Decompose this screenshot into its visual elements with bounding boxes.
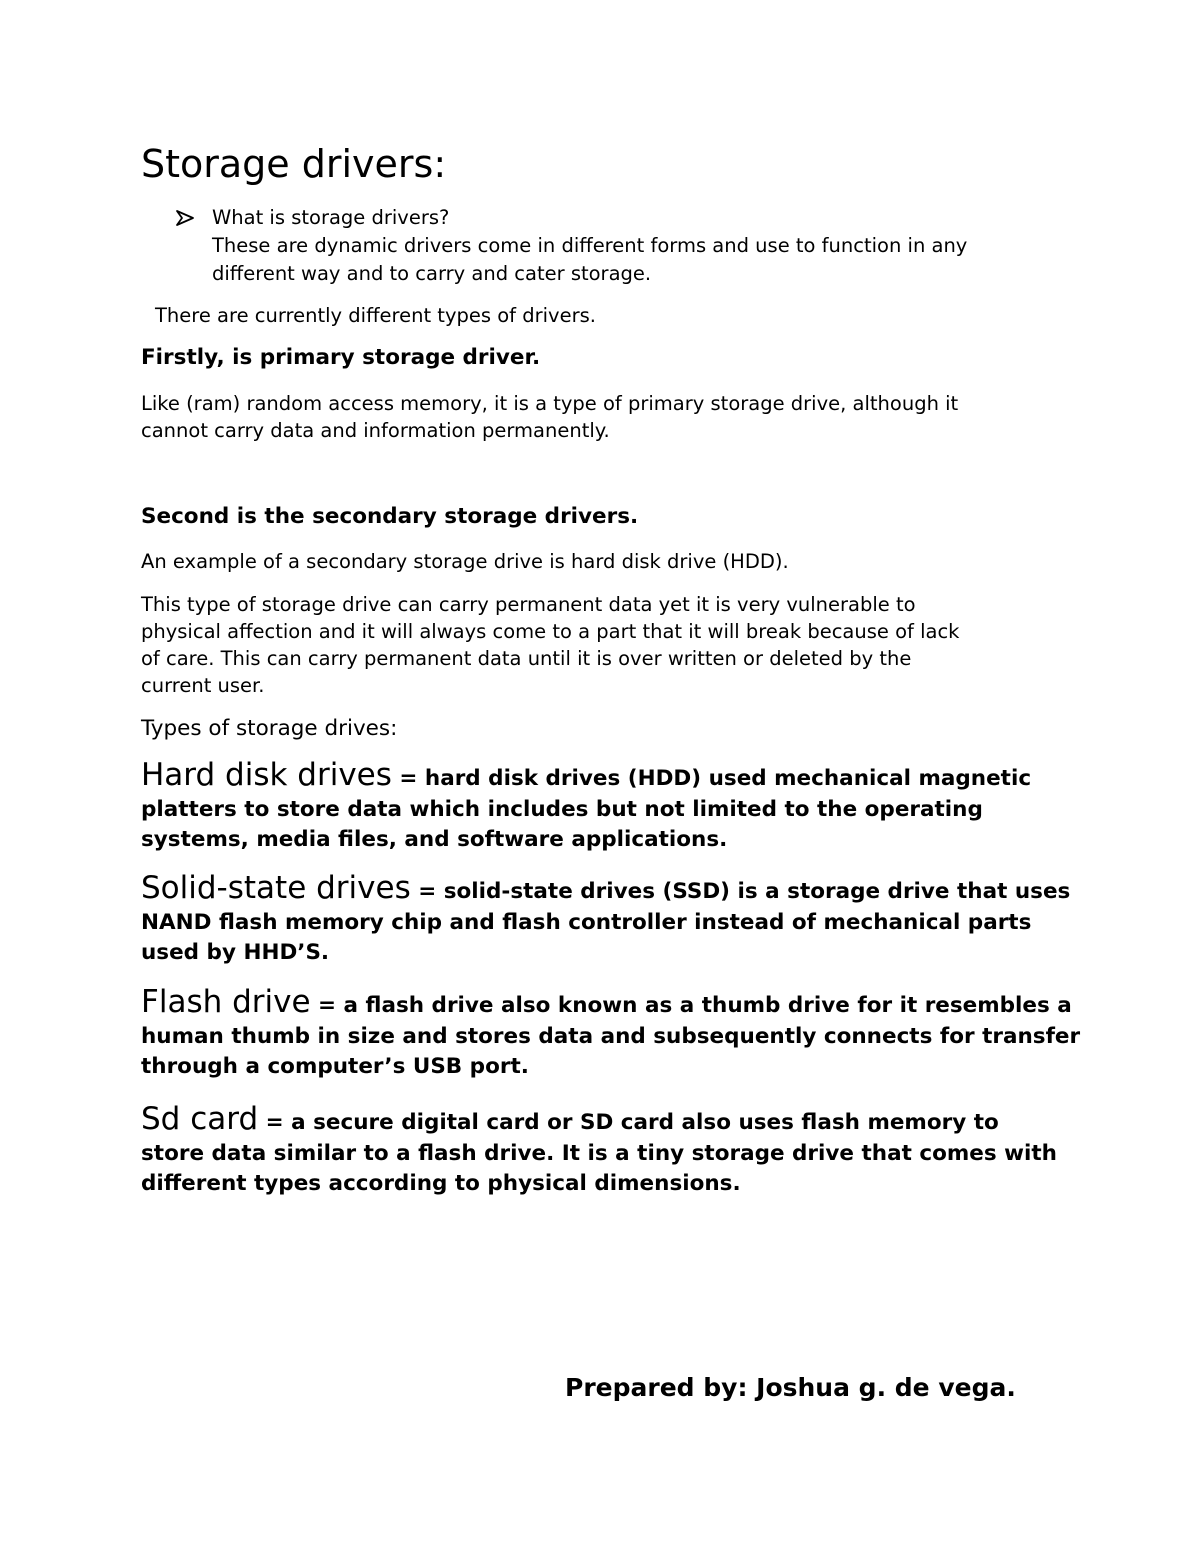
type-desc-line: human thumb in size and stores data and subsequently connects for transfer (141, 1023, 1081, 1049)
type-desc-line: through a computer’s USB port. (141, 1054, 529, 1079)
secondary-heading: Second is the secondary storage drivers. (141, 504, 639, 529)
type-desc-line: store data similar to a flash drive. It is a tiny storage drive that comes with (141, 1140, 1057, 1166)
secondary-text-line: current user. (141, 674, 265, 697)
primary-text-line: cannot carry data and information permanently. (141, 419, 610, 442)
type-entry-ssd (141, 870, 1101, 969)
intro-text: There are currently different types of drivers. (155, 304, 596, 327)
bullet-answer-line: These are dynamic drivers come in different forms and use to function in any (212, 234, 968, 257)
type-entry-flash-drive (141, 984, 1101, 1083)
primary-text-line: Like (ram) random access memory, it is a type of primary storage drive, although it (141, 392, 959, 415)
arrow-bullet-icon (174, 204, 196, 232)
secondary-text-line: This type of storage drive can carry permanent data yet it is very vulnerable to (141, 593, 916, 616)
type-term: Sd card (141, 1101, 259, 1137)
type-entry-sd-card (141, 1101, 1101, 1200)
type-term: Hard disk drives (141, 757, 392, 793)
type-desc-line: = hard disk drives (HDD) used mechanical magnetic (391, 766, 1032, 791)
secondary-example: An example of a secondary storage drive is hard disk drive (HDD). (141, 550, 789, 573)
type-term: Flash drive (141, 984, 311, 1020)
prepared-by: Prepared by: Joshua g. de vega. (565, 1373, 1016, 1402)
secondary-text-line: of care. This can carry permanent data until it is over written or deleted by the (141, 647, 912, 670)
primary-heading: Firstly, is primary storage driver. (141, 345, 541, 370)
type-desc-line: systems, media files, and software applications. (141, 827, 728, 852)
types-heading: Types of storage drives: (141, 716, 398, 741)
type-desc-line: different types according to physical dimensions. (141, 1171, 741, 1196)
page-title: Storage drivers: (141, 142, 447, 186)
type-desc-line: used by HHD’S. (141, 940, 330, 965)
bullet-question: What is storage drivers? (212, 206, 450, 229)
type-desc-line: = a flash drive also known as a thumb drive for it resembles a (310, 993, 1072, 1018)
type-desc-line: = solid-state drives (SSD) is a storage drive that uses (410, 879, 1071, 904)
bullet-answer-line: different way and to carry and cater storage. (212, 262, 652, 285)
type-term: Solid-state drives (141, 870, 411, 906)
secondary-text-line: physical affection and it will always come to a part that it will break because of lack (141, 620, 960, 643)
type-desc-line: platters to store data which includes but not limited to the operating (141, 796, 983, 822)
type-entry-hdd (141, 757, 1101, 856)
type-desc-line: NAND flash memory chip and flash controller instead of mechanical parts (141, 909, 1032, 935)
type-desc-line: = a secure digital card or SD card also uses flash memory to (258, 1110, 999, 1135)
